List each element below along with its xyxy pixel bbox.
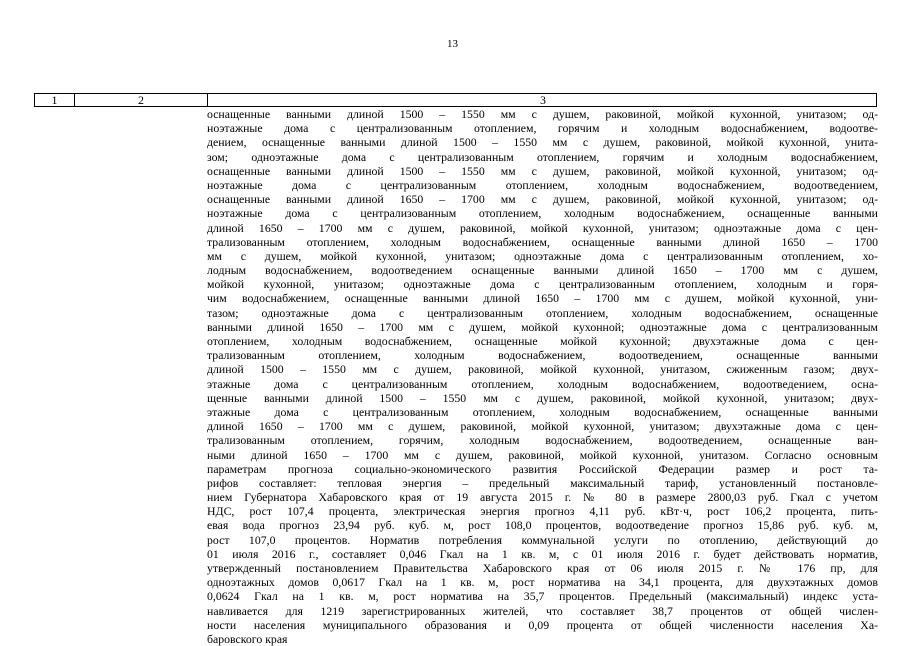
text-line: нием Губернатора Хабаровского края от 19 августа 2015 г. № 80 в размере 2800,03 руб. Гкал с учетом (207, 490, 878, 505)
text-line: длиной 1650 – 1700 мм с душем, раковиной, мойкой кухонной, унитазом; одноэтажные дома с цен- (207, 220, 878, 235)
text-line: мм с душем, мойкой кухонной, унитазом; одноэтажные дома с централизованным отоплением, хо- (207, 248, 878, 263)
text-line: длиной 1500 – 1550 мм с душем, раковиной, мойкой кухонной, унитазом, сжиженным газом; двух- (207, 362, 878, 377)
column-header-1: 1 (51, 93, 58, 107)
text-line: рост 107,0 процентов. Норматив потребления коммунальной услуги по отоплению, действующий до (207, 532, 878, 547)
text-line: лодным водоснабжением, водоотведением оснащенные ванными длиной 1650 – 1700 мм с душем, (207, 263, 878, 278)
text-line: НДС, рост 107,4 процента, электрическая энергия прогноз 4,11 руб. кВт·ч, рост 106,2 процента, пить- (207, 504, 878, 519)
text-line: ными длиной 1650 – 1700 мм с душем, раковиной, мойкой кухонной, унитазом. Согласно основным (207, 447, 878, 462)
text-line: трализованным отоплением, холодным водоснабжением, оснащенные ванными длиной 1650 – 1700 (207, 234, 878, 249)
text-line: этажные дома с централизованным отоплением, холодным водоснабжением, оснащенные ванными (207, 404, 878, 419)
text-line: баровского края (207, 631, 288, 646)
text-line: ноэтажные дома с централизованным отоплением, горячим и холодным водоснабжением, водоотве- (207, 121, 878, 136)
table-cell-text (207, 107, 878, 646)
page-number: 13 (447, 38, 458, 50)
text-line: навливается для 1219 зарегистрированных жителей, что составляет 38,7 процентов от общей числен- (207, 603, 878, 618)
text-line: ванными длиной 1650 – 1700 мм с душем, мойкой кухонной; одноэтажные дома с централизованным (207, 319, 878, 334)
text-line: ноэтажные дома с централизованным отоплением, холодным водоснабжением, оснащенные ванными (207, 206, 878, 221)
text-line: одноэтажных домов 0,0617 Гкал на 1 кв. м, рост норматива на 34,1 процента, для двухэтажных домов (207, 575, 878, 590)
text-line: оснащенные ванными длиной 1650 – 1700 мм с душем, раковиной, мойкой кухонной, унитазом; од- (207, 192, 878, 207)
column-header-2: 2 (74, 94, 207, 107)
text-line: 0,0624 Гкал на 1 кв. м, рост норматива на 35,7 процентов. Предельный (максимальный) индекс уста- (207, 589, 878, 604)
text-line: евая вода прогноз 23,94 руб. куб. м, рост 108,0 процентов, водоотведение прогноз 15,86 руб. куб. м, (207, 518, 878, 533)
text-line: отоплением, холодным водоснабжением, оснащенные мойкой кухонной; двухэтажные дома с цен- (207, 334, 878, 348)
text-line: тазом; одноэтажные дома с централизованным отоплением, холодным водоснабжением, оснащенные (207, 305, 878, 320)
text-line: трализованным отоплением, холодным водоснабжением, водоотведением, оснащенные ванными (207, 348, 878, 363)
text-line: щенные ванными длиной 1500 – 1550 мм с душем, раковиной, мойкой кухонной, унитазом; двух- (207, 390, 878, 405)
text-line: дением, оснащенные ванными длиной 1500 – 1550 мм с душем, раковиной, мойкой кухонной, унита- (207, 135, 878, 150)
text-line: ности населения муниципального образования и 0,09 процента от общей численности населения Ха- (207, 617, 878, 632)
text-line: параметрам прогноза социально-экономического развития Российской Федерации размер и рост та- (207, 461, 878, 476)
document-table (34, 93, 877, 107)
text-line: оснащенные ванными длиной 1500 – 1550 мм с душем, раковиной, мойкой кухонной, унитазом; од- (207, 163, 878, 178)
text-line: длиной 1650 – 1700 мм с душем, раковиной, мойкой кухонной, унитазом; двухэтажные дома с цен- (207, 419, 878, 434)
text-line: рифов составляет: тепловая энергия – предельный максимальный тариф, установленный постановле- (207, 475, 878, 490)
text-line: трализованным отоплением, горячим, холодным водоснабжением, водоотведением, оснащенные ван- (207, 433, 878, 448)
table-header-row (34, 93, 877, 107)
text-line: оснащенные ванными длиной 1500 – 1550 мм с душем, раковиной, мойкой кухонной, унитазом; од- (207, 107, 878, 121)
column-header-3: 3 (207, 94, 878, 107)
text-line: 01 июля 2016 г., составляет 0,046 Гкал на 1 кв. м, с 01 июля 2016 г. будет действовать норматив, (207, 546, 878, 561)
text-line: утвержденный постановлением Правительства Хабаровского края от 06 июля 2015 г. № 176 пр, для (207, 561, 878, 575)
text-line: мойкой кухонной, унитазом; одноэтажные дома с централизованным отоплением, холодным и горя- (207, 277, 878, 292)
text-line: чим водоснабжением, оснащенные ванными длиной 1650 – 1700 мм с душем, мойкой кухонной, уни- (207, 291, 878, 306)
text-line: ноэтажные дома с централизованным отоплением, холодным водоснабжением, водоотведением, (207, 177, 878, 192)
text-line: зом; одноэтажные дома с централизованным отоплением, горячим и холодным водоснабжением, (207, 149, 878, 164)
text-line: этажные дома с централизованным отоплением, холодным водоснабжением, водоотведением, осна- (207, 376, 878, 391)
